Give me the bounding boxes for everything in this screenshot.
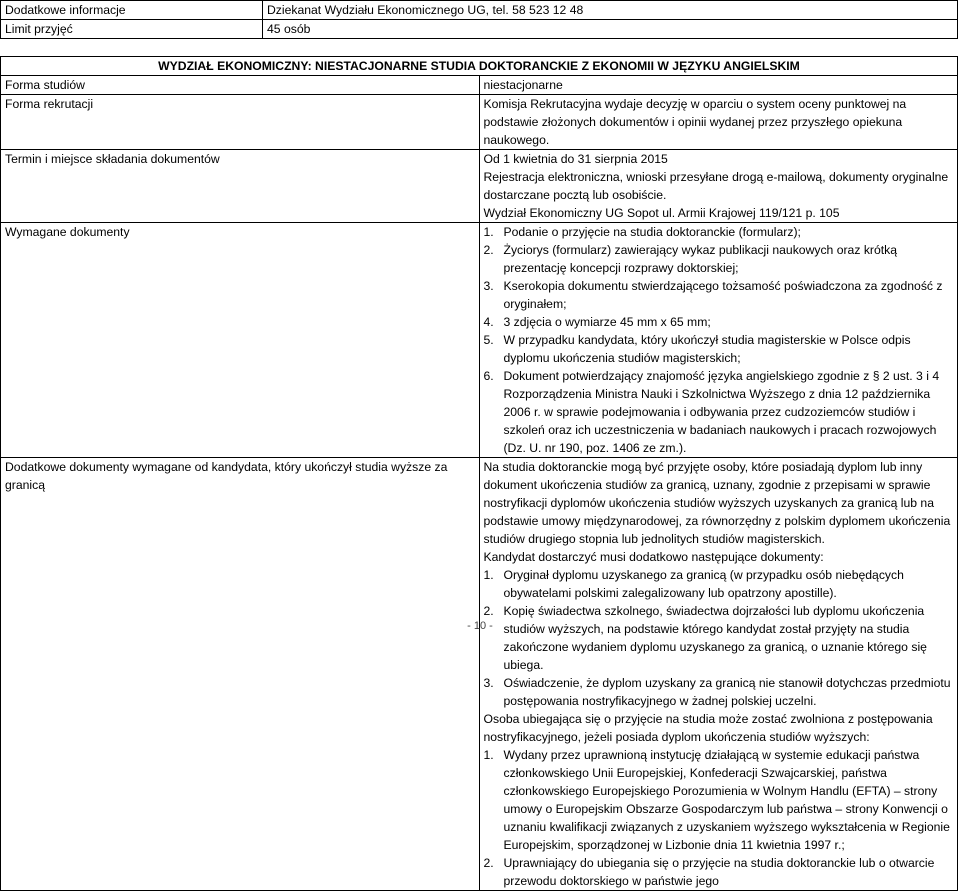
wymagane-list (484, 223, 954, 457)
extra-info-label: Dodatkowe informacje (1, 1, 263, 20)
page-number: - 10 - (467, 620, 493, 632)
limit-label: Limit przyjęć (1, 20, 263, 39)
list-item: 2. Kopię świadectwa szkolnego, świadectwa dojrzałości lub dyplomu ukończenia studiów wyższych, na podstawie którego kandydat został przyjęty na studia zakończone wydaniem dyplomu uzyskanego za granicą, o uznanie którego się ubiega. (483, 604, 927, 672)
row-termin (1, 150, 958, 223)
program-table (0, 56, 958, 891)
list-item: 3. Oświadczenie, że dyplom uzyskany za granicą nie stanowił dotychczas przedmiotu postępowania nostryfikacyjnego w żadnej polskiej uczelni. (483, 676, 951, 708)
row-extra-info (1, 1, 958, 20)
row-wymagane (1, 223, 958, 458)
list-item: 2. Życiorys (formularz) zawierający wykaz publikacji naukowych oraz krótką prezentację koncepcji rozprawy doktorskiej; (483, 243, 898, 275)
limit-value: 45 osób (263, 20, 958, 39)
info-table (0, 0, 958, 39)
wymagane-value (479, 223, 958, 458)
termin-registration: Rejestracja elektroniczna, wnioski przesyłane drogą e-mailową, dokumenty oryginalne dostarczane pocztą lub osobiście. (483, 170, 949, 202)
list-item: 3. Kserokopia dokumentu stwierdzającego tożsamość poświadczona za zgodność z oryginałem; (483, 279, 943, 311)
row-section-title (1, 57, 958, 76)
list-item: 2. Uprawniający do ubiegania się o przyjęcie na studia doktoranckie lub o otwarcie przewodu doktorskiego w państwie jego (483, 856, 935, 888)
dodatkowe-list2 (484, 746, 954, 890)
dodatkowe-para2: Osoba ubiegająca się o przyjęcie na studia może zostać zwolniona z postępowania nostryfikacyjnego, jeżeli posiada dyplom ukończenia studiów wyższych: (483, 712, 933, 744)
termin-address: Wydział Ekonomiczny UG Sopot ul. Armii Krajowej 119/121 p. 105 (483, 206, 840, 220)
forma-studiow-value: niestacjonarne (479, 76, 958, 95)
wymagane-label: Wymagane dokumenty (1, 223, 480, 458)
row-forma-studiow (1, 76, 958, 95)
dodatkowe-label: Dodatkowe dokumenty wymagane od kandydata, który ukończył studia wyższe za granicą (1, 458, 480, 891)
dodatkowe-list1-title: Kandydat dostarczyć musi dodatkowo następujące dokumenty: (483, 550, 824, 564)
forma-rekrutacji-value: Komisja Rekrutacyjna wydaje decyzję w oparciu o system oceny punktowej na podstawie złożonych dokumentów i opinii wydanej przez przyszłego opiekuna naukowego. (479, 95, 958, 150)
forma-rekrutacji-label: Forma rekrutacji (1, 95, 480, 150)
row-forma-rekrutacji (1, 95, 958, 150)
section-title: WYDZIAŁ EKONOMICZNY: NIESTACJONARNE STUDIA DOKTORANCKIE Z EKONOMII W JĘZYKU ANGIELSKIM (1, 57, 958, 76)
list-item: 4. 3 zdjęcia o wymiarze 45 mm x 65 mm; (483, 315, 711, 329)
termin-label: Termin i miejsce składania dokumentów (1, 150, 480, 223)
extra-info-value: Dziekanat Wydziału Ekonomicznego UG, tel. 58 523 12 48 (263, 1, 958, 20)
termin-dates: Od 1 kwietnia do 31 sierpnia 2015 (483, 152, 668, 166)
list-item: 1. Oryginał dyplomu uzyskanego za granicą (w przypadku osób niebędących obywatelami polskimi zalegalizowany lub opatrzony apostille). (483, 568, 904, 600)
row-limit (1, 20, 958, 39)
termin-value (479, 150, 958, 223)
list-item: 1. Podanie o przyjęcie na studia doktoranckie (formularz); (483, 225, 801, 239)
dodatkowe-intro: Na studia doktoranckie mogą być przyjęte osoby, które posiadają dyplom lub inny dokument ukończenia studiów za granicą, uznany, zgodnie z przepisami w sprawie nostryfikacji dyplomów ukończenia studiów wyższych uzyskanych za granicą lub na podstawie umowy międzynarodowej, za równorzędny z polskim dyplomem ukończenia studiów drugiego stopnia lub jednolitych studiów magisterskich. (483, 460, 951, 546)
row-dodatkowe (1, 458, 958, 891)
dodatkowe-list1 (484, 566, 954, 710)
list-item: 1. Wydany przez uprawnioną instytucję działającą w systemie edukacji państwa członkowskiego Unii Europejskiej, Konfederacji Szwajcarskiej, państwa członkowskiego Europejskiego Porozumienia w Wolnym Handlu (EFTA) – strony umowy o Europejskim Obszarze Gospodarczym lub państwa – strony Konwencji o uznaniu kwalifikacji związanych z uzyskaniem wyższego wykształcenia w Regionie Europejskim, sporządzonej w Lizbonie dnia 11 kwietnia 1997 r.; (483, 748, 950, 852)
dodatkowe-value (479, 458, 958, 891)
list-item: 5. W przypadku kandydata, który ukończył studia magisterskie w Polsce odpis dyplomu ukończenia studiów magisterskich; (483, 333, 911, 365)
list-item: 6. Dokument potwierdzający znajomość języka angielskiego zgodnie z § 2 ust. 3 i 4 Rozporządzenia Ministra Nauki i Szkolnictwa Wyższego z dnia 12 października 2006 r. w sprawie podejmowania i odbywania przez cudzoziemców studiów i szkoleń oraz ich uczestniczenia w badaniach naukowych i pracach rozwojowych (Dz. U. nr 190, poz. 1406 ze zm.). (483, 369, 940, 455)
forma-studiow-label: Forma studiów (1, 76, 480, 95)
